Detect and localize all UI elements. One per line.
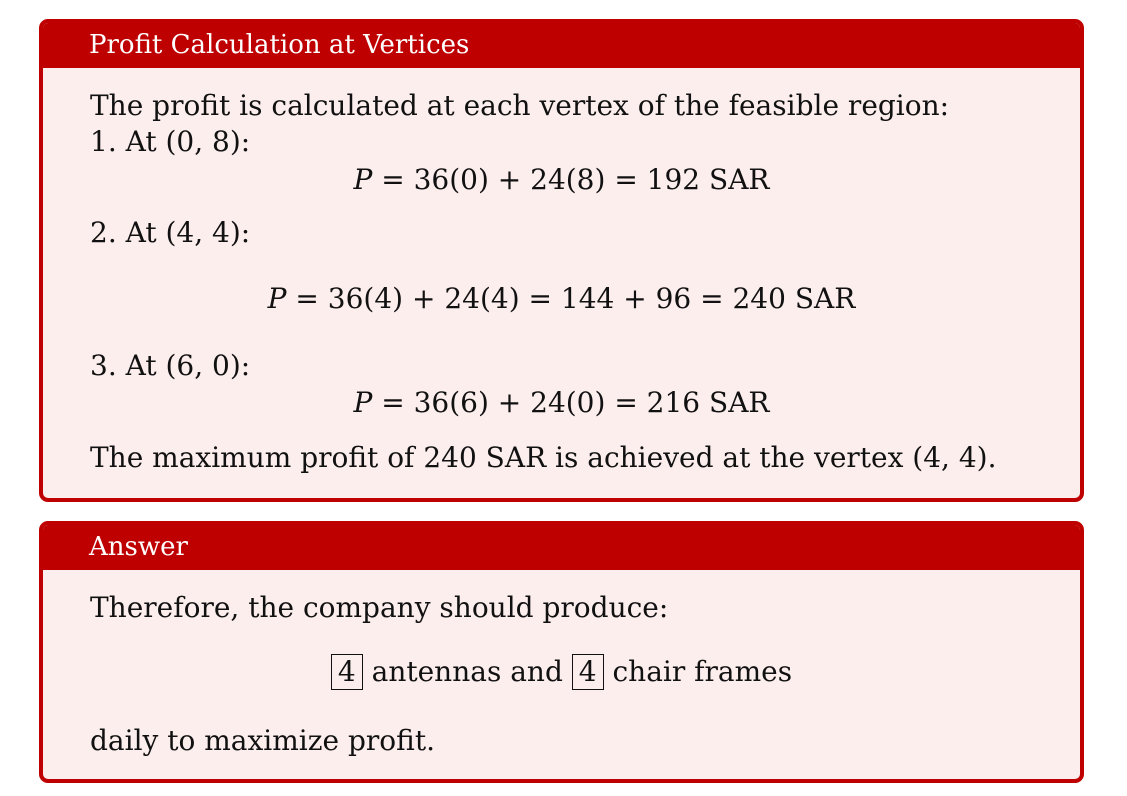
vertex-label-2: 2. At (4, 4): xyxy=(90,216,251,249)
boxed-antennas-count: 4 xyxy=(331,654,363,690)
conclusion-text: The maximum profit of 240 SAR is achieved at the vertex (4, 4). xyxy=(90,441,997,474)
equation-text: = 36(0) + 24(8) = 192 SAR xyxy=(372,163,770,196)
box-title: Answer xyxy=(43,525,1080,570)
intro-text: The profit is calculated at each vertex of the feasible region: xyxy=(90,89,950,122)
profit-variable: P xyxy=(353,386,373,419)
profit-variable: P xyxy=(353,163,373,196)
equation-text: = 36(6) + 24(0) = 216 SAR xyxy=(372,386,770,419)
box-title: Profit Calculation at Vertices xyxy=(43,23,1080,68)
equation-3 xyxy=(43,386,1080,419)
vertex-label-1: 1. At (0, 8): xyxy=(90,125,251,158)
answer-closing: daily to maximize profit. xyxy=(90,724,435,757)
answer-box xyxy=(39,521,1084,783)
answer-mid-text: antennas and xyxy=(362,655,572,688)
profit-variable: P xyxy=(267,282,287,315)
answer-result xyxy=(43,654,1080,690)
answer-intro: Therefore, the company should produce: xyxy=(90,591,669,624)
boxed-chair-frames-count: 4 xyxy=(572,654,604,690)
equation-text: = 36(4) + 24(4) = 144 + 96 = 240 SAR xyxy=(286,282,856,315)
profit-calculation-box xyxy=(39,19,1084,502)
equation-2 xyxy=(43,282,1080,315)
equation-1 xyxy=(43,163,1080,196)
vertex-label-3: 3. At (6, 0): xyxy=(90,349,251,382)
answer-end-text: chair frames xyxy=(603,655,793,688)
